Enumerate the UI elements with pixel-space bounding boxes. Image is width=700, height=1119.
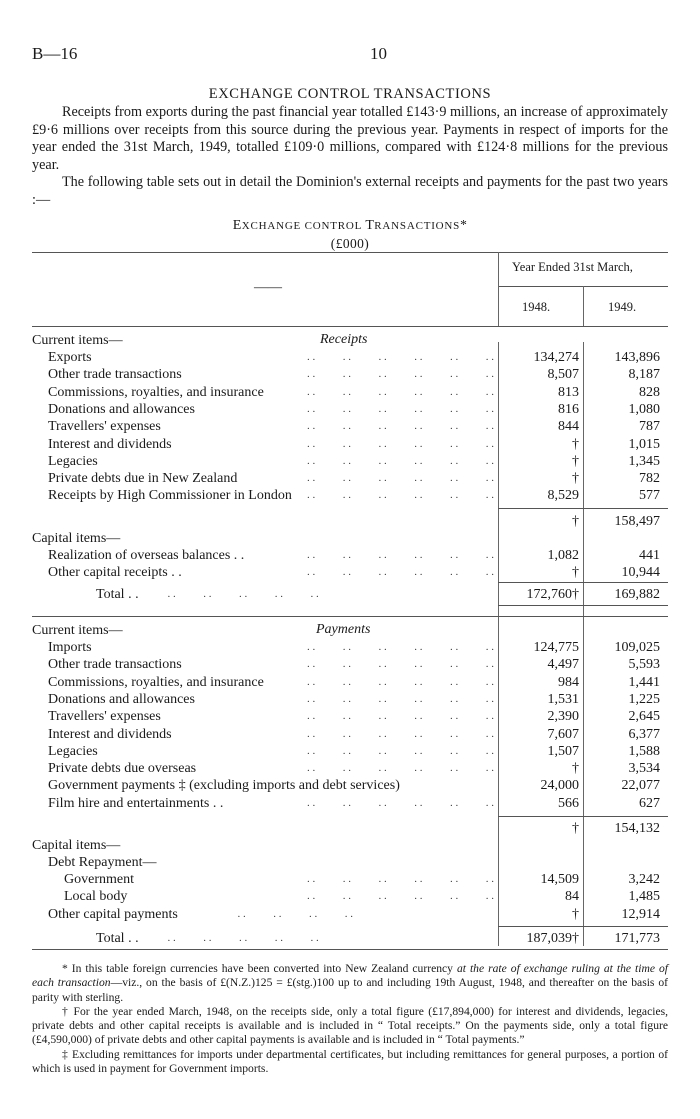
table-row [32,691,668,708]
table-row [32,888,668,905]
caption-footnote-mark: * [460,217,468,232]
table-row [32,384,668,401]
header-divider [498,252,499,326]
total-rule [498,926,668,927]
year-1949-header: 1949. [608,300,637,314]
subtotal-rule [498,508,668,509]
value-1949: 828 [639,384,660,400]
value-1948: 566 [558,795,579,811]
row-label: Private debts due overseas [48,761,197,777]
row-label: Interest and dividends [48,436,172,452]
row-label: Other trade transactions [48,367,182,383]
value-1948: † [572,565,579,581]
value-1948: 124,775 [533,640,579,655]
footnote-double-dagger: ‡ Excluding remittances for imports under departmental certificates, but including remittances for general purposes, a portion of which is used in payment for Government imports. [32,1047,668,1076]
table-row [32,708,668,725]
row-label: Other capital receipts . . [48,565,182,581]
item-column-header: —— [254,280,282,295]
caption-initial: E [232,218,242,233]
table-row [32,436,668,453]
leader-dots: . . . . . . . . . . . . [307,744,494,757]
leader-dots: . . . . . . . . . . . . [306,368,494,381]
table-row [32,487,668,504]
value-1948: 844 [558,419,579,435]
intro-text [32,104,668,210]
header-year-divider [583,286,584,326]
table-unit: (£000) [330,236,370,251]
row-label: Travellers' expenses [48,419,161,435]
value-1949: 787 [639,419,660,435]
section-row [32,530,668,547]
table-row [32,743,668,760]
leader-dots: . . . . . . . . . . . . [306,402,494,415]
current-items-label: Current items— [32,623,123,638]
table-row [32,470,668,487]
value-1949: 22,077 [621,778,660,794]
intro-paragraph: The following table sets out in detail the Dominion's external receipts and payments for the past two years :— [32,174,668,208]
value-1948: † [572,821,579,836]
value-1948: 813 [558,384,579,400]
leader-dots: . . . . . . . . . . [162,932,319,944]
value-1949: 154,132 [614,821,660,836]
value-1949: 627 [639,795,660,811]
section-row [32,837,668,854]
footnotes [32,962,668,1076]
value-1949: 441 [639,548,660,563]
value-1948: † [572,436,579,452]
value-1948: 8,529 [547,488,579,504]
value-1948: 984 [558,674,579,690]
value-1949: 3,534 [628,761,660,777]
value-1948: 4,497 [547,657,579,673]
leader-dots: . . . . . . . . . . [162,588,319,600]
value-1949: 169,882 [614,587,660,602]
value-1949: 1,345 [628,453,660,469]
leader-dots: . . . . . . . . . . . . [307,420,494,433]
payments-subhead: Payments [316,622,371,637]
section-title: EXCHANGE CONTROL TRANSACTIONS [208,86,492,102]
leader-dots: . . . . . . . . . . . . [306,437,494,450]
table-row [32,547,668,564]
row-label: Interest and dividends [48,726,172,742]
value-1949: 1,080 [628,401,660,417]
receipts-subhead: Receipts [320,332,368,347]
row-label: Local body [64,889,128,905]
value-1948: 134,274 [533,350,579,365]
leader-dots: . . . . . . . . . . . . [307,873,494,885]
row-label: Film hire and entertainments . . [48,795,224,811]
leader-dots: . . . . . . . . . . . . [306,762,494,775]
leader-dots: . . . . . . . . . . . . [307,641,494,653]
value-1949: 143,896 [614,350,660,365]
table-row [32,656,668,673]
value-1949: 12,914 [621,907,660,922]
table-row [32,639,668,656]
value-1948: 816 [558,401,579,417]
table-row [32,795,668,812]
total-label: Total . . [96,587,139,602]
row-label: Donations and allowances [48,401,195,417]
value-1948: † [572,471,579,487]
table-row [32,453,668,470]
value-1948: † [572,761,579,777]
row-label: Legacies [48,743,98,759]
table-row [32,777,668,794]
value-1949: 1,588 [628,743,660,759]
caption-initial: T [365,218,375,233]
value-1949: 577 [639,488,660,504]
row-label: Government [64,872,134,887]
row-label: Realization of overseas balances . . [48,548,245,563]
value-1948: 172,760† [526,587,579,602]
table-top-rule [32,252,668,253]
document-reference: B—16 [32,44,78,63]
leader-dots: . . . . . . . . . . . . [307,454,494,467]
leader-dots: . . . . . . . . . . . . [306,658,494,671]
table-row [32,366,668,383]
value-1949: 1,015 [628,436,660,452]
row-label: Legacies [48,453,98,469]
value-1948: 24,000 [540,778,579,794]
value-1949: 109,025 [614,640,660,655]
table-row [32,820,668,837]
row-label: Exports [48,350,92,365]
table-row [32,674,668,691]
row-label: Receipts by High Commissioner in London [48,488,292,504]
page-number: 10 [370,44,387,63]
row-label: Other trade transactions [48,657,182,673]
header-bottom-rule [32,326,668,327]
section-rule [32,616,668,617]
total-label: Total . . [96,931,139,946]
capital-items-label: Capital items— [32,531,121,546]
caption-word: XCHANGE CONTROL [241,220,366,232]
leader-dots: . . . . . . . . . . . . [306,549,494,561]
footnote-star: * In this table foreign currencies have been converted into New Zealand currency at the rate of exchange ruling at the time of each transaction—viz., on the basis of £(N.Z.)125 = £(stg.)100 up to and including 19th August, 1948, and thereafter on the basis of parity with sterling. [32,962,668,1004]
table-bottom-rule [32,949,668,950]
leader-dots: . . . . . . . . . . . . [307,890,494,903]
leader-dots: . . . . . . . . . . . . [306,727,494,740]
value-1949: 2,645 [628,709,660,725]
table-row [32,513,668,530]
table-row [32,760,668,777]
value-1949: 8,187 [628,367,660,383]
table-row [32,349,668,366]
row-label: Commissions, royalties, and insurance [48,674,264,690]
value-1948: 1,507 [547,743,579,759]
section-row [32,854,668,871]
debt-repayment-label: Debt Repayment— [48,855,157,870]
leader-dots: . . . . . . . . . . . . [306,385,494,398]
value-1948: 8,507 [547,367,579,383]
leader-dots: . . . . . . . . . . . . [307,710,494,723]
leader-dots: . . . . . . . . [232,908,353,920]
row-label: Other capital payments [48,907,178,922]
value-1948: † [572,514,579,529]
value-1949: 10,944 [621,565,660,581]
table-row [32,871,668,888]
row-label: Private debts due in New Zealand [48,471,238,487]
subtotal-rule [498,816,668,817]
value-1949: 6,377 [628,726,660,742]
value-1948: 2,390 [547,709,579,725]
intro-paragraph: Receipts from exports during the past financial year totalled £143·9 millions, an increase of approximately £9·6 millions over receipts from this source during the previous year. Payments in respect of imports for the year ended the 31st March, 1949, totalled £109·0 millions, compared with £124·8 millions for the previous year. [32,104,668,173]
value-1948: 187,039† [526,931,579,946]
value-1949: 5,593 [628,657,660,673]
table-row [32,564,668,581]
table-row [32,726,668,743]
table-row [32,401,668,418]
year-ended-header: Year Ended 31st March, [512,260,633,274]
footnote-dagger: † For the year ended March, 1948, on the receipts side, only a total figure (£17,894,000) for interest and dividends, legacies, private debts and other capital receipts is available and is included in “ Total receipts.” On the payments side, only a total figure (£4,590,000) of private debts and other capital payments is available and is included in “ Total payments.” [32,1004,668,1047]
row-label: Imports [48,640,92,655]
table-row [32,418,668,435]
leader-dots: . . . . . . . . . . . . [306,675,494,688]
table-row [32,906,668,923]
value-1949: 171,773 [614,931,660,946]
page-header [32,44,668,66]
total-rule [498,605,668,606]
leader-dots: . . . . . . . . . . . . [306,489,494,502]
value-1948: 1,082 [547,548,579,563]
value-1949: 3,242 [628,872,660,887]
row-label: Travellers' expenses [48,709,161,725]
leader-dots: . . . . . . . . . . . . [306,472,494,485]
value-1948: 7,607 [547,726,579,742]
value-1948: † [572,453,579,469]
leader-dots: . . . . . . . . . . . . [307,566,494,579]
total-row [32,586,668,603]
table-caption [32,216,668,252]
year-1948-header: 1948. [522,300,551,314]
capital-items-label: Capital items— [32,838,121,853]
value-1948: 14,509 [540,872,579,887]
leader-dots: . . . . . . . . . . . . [306,692,494,705]
total-rule [498,582,668,583]
value-1949: 1,441 [628,674,660,690]
value-1949: 782 [639,471,660,487]
row-label: Donations and allowances [48,691,195,707]
value-1949: 158,497 [614,514,660,529]
leader-dots: . . . . . . . . . . . . [307,351,494,363]
value-1948: † [572,907,579,922]
value-1949: 1,485 [628,889,660,905]
caption-word: RANSACTIONS [374,220,461,232]
value-1948: 1,531 [547,691,579,707]
total-row [32,930,668,947]
row-label: Commissions, royalties, and insurance [48,384,264,400]
exchange-control-table [32,252,668,952]
value-1948: 84 [565,889,579,905]
current-items-label: Current items— [32,333,123,348]
leader-dots: . . . . . . . . . . . . [306,796,494,809]
value-1949: 1,225 [628,691,660,707]
row-label: Government payments ‡ (excluding imports and debt services) [48,778,400,794]
